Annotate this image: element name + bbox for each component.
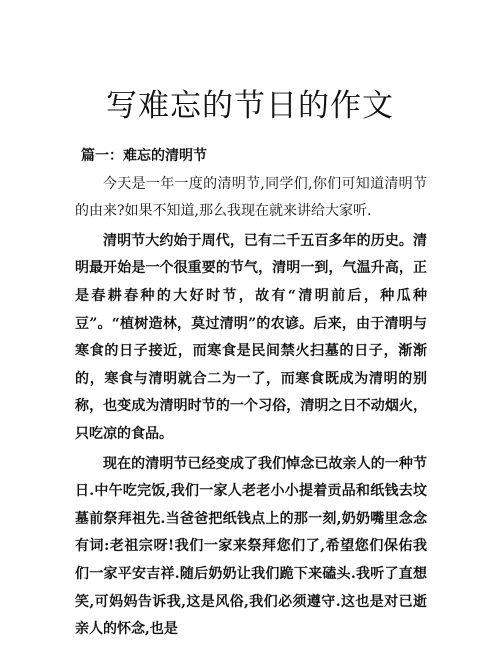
paragraph-1: 今天是一年一度的清明节,同学们,你们可知道清明节的由来?如果不知道,那么我现在就来讲给大家听. <box>75 175 427 220</box>
paragraph-3: 现在的清明节已经变成了我们悼念已故亲人的一种节日.中午吃完饭,我们一家人老老小小提着贡品和纸钱去坟墓前祭拜祖先.当爸爸把纸钱点上的那一刻,奶奶嘴里念念有词:老祖宗呀!我们一家来祭拜您们了,希望您们保佑我们一家平安吉祥.随后奶奶让我们跪下来磕头.我听了直想笑,可妈妈告诉我,这是风俗,我们必须遵守.这也是对已逝亲人的怀念,也是 <box>75 455 427 638</box>
document-title: 写难忘的节日的作文 <box>106 88 394 124</box>
section-heading: 篇一：难忘的清明节 <box>81 148 207 164</box>
document-body <box>75 143 427 646</box>
paragraph-2: 清明节大约始于周代，已有二千五百多年的历史。清明最开始是一个很重要的节气，清明一到，气温升高，正是春耕春种的大好时节，故有“清明前后，种瓜种豆”。“植树造林，莫过清明”的农谚。后来，由于清明与寒食的日子接近，而寒食是民间禁火扫墓的日子，渐渐的，寒食与清明就合二为一了，而寒食既成为清明的别称，也变成为清明时节的一个习俗，清明之日不动烟火，只吃凉的食品。 <box>75 232 427 442</box>
